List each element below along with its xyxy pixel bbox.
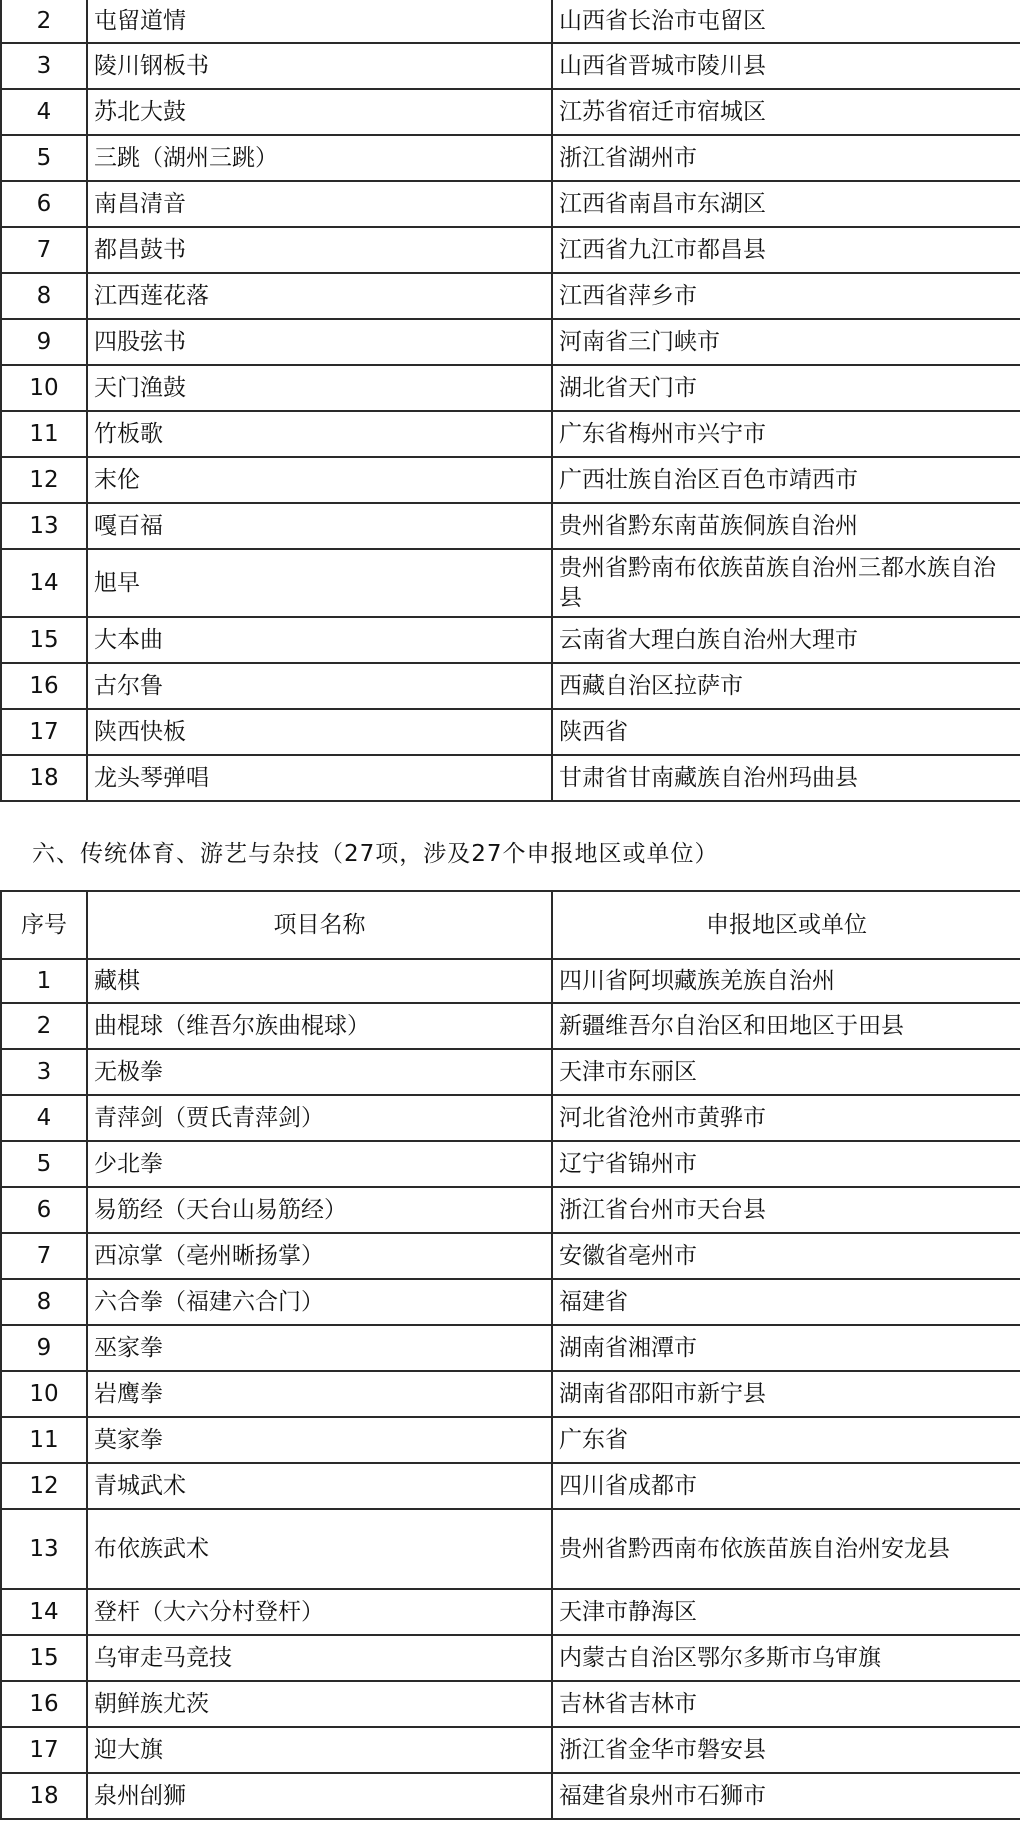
row-region: 福建省泉州市石狮市 <box>552 1773 1020 1819</box>
row-region: 天津市东丽区 <box>552 1049 1020 1095</box>
row-project-name: 大本曲 <box>87 617 552 663</box>
row-region: 辽宁省锦州市 <box>552 1141 1020 1187</box>
row-region: 山西省长治市屯留区 <box>552 0 1020 43</box>
row-region: 浙江省金华市磐安县 <box>552 1727 1020 1773</box>
row-region: 江苏省宿迁市宿城区 <box>552 89 1020 135</box>
table-row <box>1 135 1020 181</box>
row-number: 10 <box>1 365 87 411</box>
row-region: 浙江省湖州市 <box>552 135 1020 181</box>
row-number: 8 <box>1 273 87 319</box>
row-project-name: 巫家拳 <box>87 1325 552 1371</box>
table-row <box>1 503 1020 549</box>
row-project-name: 青城武术 <box>87 1463 552 1509</box>
row-project-name: 西凉掌（亳州晰扬掌） <box>87 1233 552 1279</box>
table-row <box>1 709 1020 755</box>
table-header <box>1 891 1020 959</box>
row-region: 贵州省黔东南苗族侗族自治州 <box>552 503 1020 549</box>
row-region: 四川省成都市 <box>552 1463 1020 1509</box>
row-region: 安徽省亳州市 <box>552 1233 1020 1279</box>
row-project-name: 龙头琴弹唱 <box>87 755 552 801</box>
row-project-name: 藏棋 <box>87 959 552 1003</box>
row-number: 3 <box>1 1049 87 1095</box>
row-project-name: 南昌清音 <box>87 181 552 227</box>
table-row <box>1 43 1020 89</box>
row-project-name: 陕西快板 <box>87 709 552 755</box>
row-region: 江西省萍乡市 <box>552 273 1020 319</box>
row-project-name: 乌审走马竞技 <box>87 1635 552 1681</box>
row-project-name: 末伦 <box>87 457 552 503</box>
row-number: 13 <box>1 503 87 549</box>
row-region: 西藏自治区拉萨市 <box>552 663 1020 709</box>
table-row <box>1 959 1020 1003</box>
table-row <box>1 89 1020 135</box>
row-number: 12 <box>1 457 87 503</box>
row-region: 河南省三门峡市 <box>552 319 1020 365</box>
row-number: 5 <box>1 1141 87 1187</box>
row-number: 2 <box>1 1003 87 1049</box>
row-project-name: 迎大旗 <box>87 1727 552 1773</box>
row-region: 四川省阿坝藏族羌族自治州 <box>552 959 1020 1003</box>
row-number: 11 <box>1 411 87 457</box>
row-region: 山西省晋城市陵川县 <box>552 43 1020 89</box>
row-project-name: 旭早 <box>87 549 552 617</box>
row-region: 湖北省天门市 <box>552 365 1020 411</box>
row-number: 16 <box>1 663 87 709</box>
row-region: 江西省九江市都昌县 <box>552 227 1020 273</box>
table-row <box>1 1509 1020 1589</box>
row-number: 15 <box>1 617 87 663</box>
row-number: 3 <box>1 43 87 89</box>
row-project-name: 四股弦书 <box>87 319 552 365</box>
table-row <box>1 319 1020 365</box>
row-number: 6 <box>1 181 87 227</box>
row-number: 9 <box>1 1325 87 1371</box>
row-region: 陕西省 <box>552 709 1020 755</box>
row-number: 17 <box>1 709 87 755</box>
table-row <box>1 1095 1020 1141</box>
row-project-name: 六合拳（福建六合门） <box>87 1279 552 1325</box>
row-number: 18 <box>1 1773 87 1819</box>
row-project-name: 无极拳 <box>87 1049 552 1095</box>
row-region: 吉林省吉林市 <box>552 1681 1020 1727</box>
row-number: 12 <box>1 1463 87 1509</box>
table-body <box>1 959 1020 1819</box>
row-number: 4 <box>1 1095 87 1141</box>
table-row <box>1 227 1020 273</box>
row-project-name: 岩鹰拳 <box>87 1371 552 1417</box>
table-row <box>1 549 1020 617</box>
table-row <box>1 1325 1020 1371</box>
row-project-name: 嘎百福 <box>87 503 552 549</box>
table-quyi-continued <box>0 0 1020 802</box>
table-row <box>1 1371 1020 1417</box>
row-number: 6 <box>1 1187 87 1233</box>
row-region: 天津市静海区 <box>552 1589 1020 1635</box>
table-row <box>1 1681 1020 1727</box>
row-project-name: 都昌鼓书 <box>87 227 552 273</box>
row-number: 18 <box>1 755 87 801</box>
table-row <box>1 1635 1020 1681</box>
row-number: 16 <box>1 1681 87 1727</box>
row-project-name: 青萍剑（贾氏青萍剑） <box>87 1095 552 1141</box>
row-region: 新疆维吾尔自治区和田地区于田县 <box>552 1003 1020 1049</box>
row-project-name: 登杆（大六分村登杆） <box>87 1589 552 1635</box>
section-heading: 六、传统体育、游艺与杂技（27项，涉及27个申报地区或单位） <box>32 841 719 867</box>
table-row <box>1 663 1020 709</box>
row-region: 贵州省黔南布依族苗族自治州三都水族自治县 <box>552 549 1020 617</box>
table-row <box>1 1589 1020 1635</box>
row-region: 福建省 <box>552 1279 1020 1325</box>
row-project-name: 天门渔鼓 <box>87 365 552 411</box>
table-row <box>1 1049 1020 1095</box>
row-region: 湖南省湘潭市 <box>552 1325 1020 1371</box>
row-region: 内蒙古自治区鄂尔多斯市乌审旗 <box>552 1635 1020 1681</box>
table-row <box>1 0 1020 43</box>
row-region: 甘肃省甘南藏族自治州玛曲县 <box>552 755 1020 801</box>
table-row <box>1 1003 1020 1049</box>
table-body <box>1 0 1020 801</box>
table-row <box>1 1279 1020 1325</box>
table-row <box>1 181 1020 227</box>
row-project-name: 古尔鲁 <box>87 663 552 709</box>
row-number: 17 <box>1 1727 87 1773</box>
row-project-name: 泉州刣狮 <box>87 1773 552 1819</box>
row-project-name: 布依族武术 <box>87 1509 552 1589</box>
row-region: 河北省沧州市黄骅市 <box>552 1095 1020 1141</box>
row-project-name: 朝鲜族尤茨 <box>87 1681 552 1727</box>
table-row <box>1 411 1020 457</box>
row-project-name: 易筋经（天台山易筋经） <box>87 1187 552 1233</box>
row-project-name: 苏北大鼓 <box>87 89 552 135</box>
row-region: 广东省梅州市兴宁市 <box>552 411 1020 457</box>
row-project-name: 三跳（湖州三跳） <box>87 135 552 181</box>
header-name: 项目名称 <box>87 891 552 959</box>
row-number: 13 <box>1 1509 87 1589</box>
row-region: 广西壮族自治区百色市靖西市 <box>552 457 1020 503</box>
row-number: 8 <box>1 1279 87 1325</box>
table-row <box>1 1727 1020 1773</box>
table-row <box>1 1233 1020 1279</box>
row-project-name: 陵川钢板书 <box>87 43 552 89</box>
row-number: 7 <box>1 227 87 273</box>
table-row <box>1 457 1020 503</box>
row-region: 湖南省邵阳市新宁县 <box>552 1371 1020 1417</box>
table-row <box>1 365 1020 411</box>
row-number: 15 <box>1 1635 87 1681</box>
table-row <box>1 1417 1020 1463</box>
row-region: 贵州省黔西南布依族苗族自治州安龙县 <box>552 1509 1020 1589</box>
row-number: 1 <box>1 959 87 1003</box>
row-project-name: 曲棍球（维吾尔族曲棍球） <box>87 1003 552 1049</box>
table-row <box>1 755 1020 801</box>
table-row <box>1 1141 1020 1187</box>
header-row <box>1 891 1020 959</box>
row-project-name: 江西莲花落 <box>87 273 552 319</box>
row-region: 云南省大理白族自治州大理市 <box>552 617 1020 663</box>
header-no: 序号 <box>1 891 87 959</box>
row-number: 9 <box>1 319 87 365</box>
table-row <box>1 1463 1020 1509</box>
row-number: 11 <box>1 1417 87 1463</box>
row-number: 14 <box>1 549 87 617</box>
table-row <box>1 1187 1020 1233</box>
row-project-name: 少北拳 <box>87 1141 552 1187</box>
row-number: 2 <box>1 0 87 43</box>
table-row <box>1 617 1020 663</box>
row-project-name: 莫家拳 <box>87 1417 552 1463</box>
row-number: 5 <box>1 135 87 181</box>
row-project-name: 竹板歌 <box>87 411 552 457</box>
row-project-name: 屯留道情 <box>87 0 552 43</box>
row-number: 10 <box>1 1371 87 1417</box>
row-region: 江西省南昌市东湖区 <box>552 181 1020 227</box>
row-region: 浙江省台州市天台县 <box>552 1187 1020 1233</box>
header-region: 申报地区或单位 <box>552 891 1020 959</box>
row-number: 7 <box>1 1233 87 1279</box>
table-row <box>1 273 1020 319</box>
table-row <box>1 1773 1020 1819</box>
row-number: 14 <box>1 1589 87 1635</box>
row-region: 广东省 <box>552 1417 1020 1463</box>
row-number: 4 <box>1 89 87 135</box>
table-sports-acrobatics <box>0 890 1020 1820</box>
